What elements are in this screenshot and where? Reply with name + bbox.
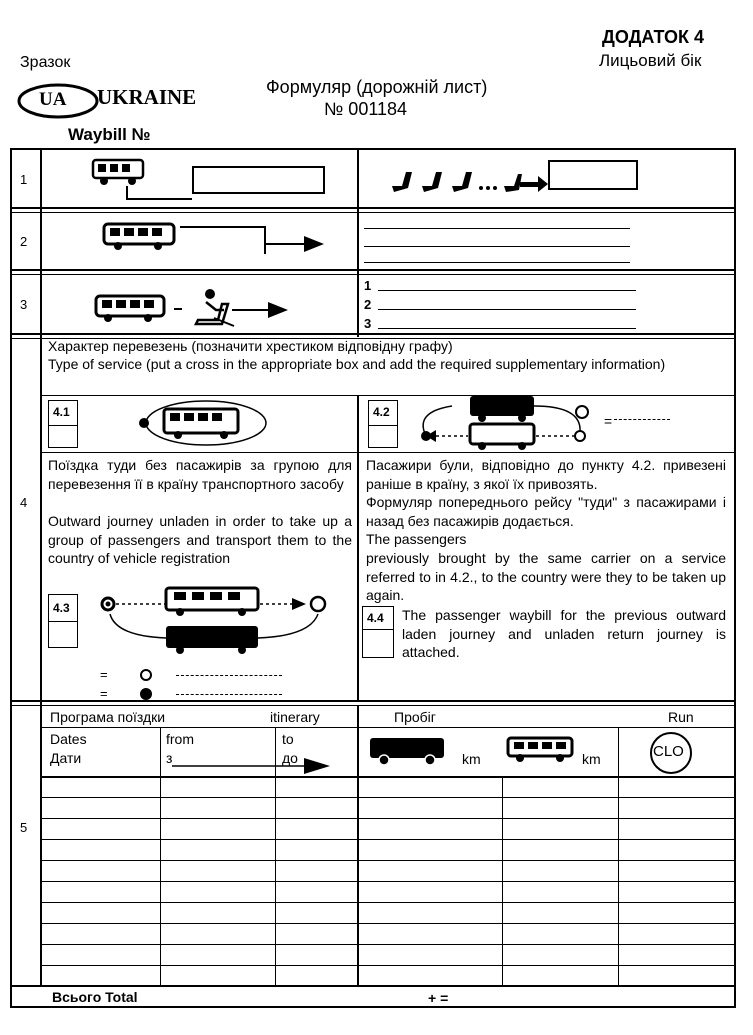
service-type-title-ua: Характер перевезень (позначити хрестиком відповідну графу) <box>48 338 453 354</box>
row3-line[interactable] <box>378 309 636 310</box>
row-separator <box>10 269 736 271</box>
run-label-en: Run <box>668 709 694 725</box>
checkbox-4-4[interactable] <box>362 606 394 658</box>
equals-sign: = <box>100 667 108 682</box>
row2-line[interactable] <box>364 228 630 229</box>
row-separator <box>10 985 736 987</box>
mileage-label-ua: Пробіг <box>394 709 436 725</box>
passengers-brought-ua-2: Формуляр попереднього рейсу "туди" з пасажирами і назад без пасажирів додається. <box>366 494 726 529</box>
outward-unladen-en: Outward journey unladen in order to take up a group of passengers and transport them to the country of vehicle registration <box>48 513 352 566</box>
table-row[interactable] <box>42 965 736 966</box>
dates-label-ua: Дати <box>50 750 82 766</box>
dates-label-en: Dates <box>50 731 87 747</box>
waybill-attached-en: The passenger waybill for the previous outward laden journey and unladen return journey is attached. <box>402 607 726 660</box>
row2-line[interactable] <box>364 262 630 263</box>
bus-unladen-icon <box>506 734 576 764</box>
table-row[interactable] <box>42 839 736 840</box>
outward-unladen-ua: Поїздка туди без пасажирів за групою для перевезення її в країну транспортного засобу <box>48 457 352 492</box>
itinerary-label-en: itinerary <box>270 709 320 725</box>
round-trip-bus-icon <box>134 396 268 450</box>
row3-line-number: 3 <box>364 316 372 331</box>
connector <box>180 226 266 228</box>
dash <box>174 308 182 310</box>
row-separator <box>10 333 736 335</box>
row-number-2: 2 <box>20 234 28 249</box>
middle-divider-top <box>357 148 359 337</box>
table-row[interactable] <box>42 860 736 861</box>
km-label-2: km <box>582 751 601 767</box>
unladen-outward-bus-icon <box>96 584 336 664</box>
table-row[interactable] <box>42 797 736 798</box>
row3-line-number: 2 <box>364 297 372 312</box>
connector <box>126 198 192 200</box>
from-label-en: from <box>166 731 194 747</box>
row1-right-input[interactable] <box>548 160 638 190</box>
middle-divider-row5 <box>357 705 359 985</box>
middle-divider-row4 <box>357 395 359 700</box>
row-separator <box>10 705 736 706</box>
equals-sign: = <box>604 413 613 429</box>
table-row[interactable] <box>42 944 736 945</box>
checkbox-4-1-label: 4.1 <box>53 405 70 419</box>
waybill-label: Waybill № <box>68 125 151 144</box>
logo-ua-text: UA <box>39 89 67 110</box>
face-side-label: Лицьовий бік <box>599 51 702 70</box>
divider <box>42 452 736 453</box>
seats-sequence-icon <box>388 162 548 196</box>
checkbox-4-3-label: 4.3 <box>53 601 70 615</box>
bus-front-icon <box>90 156 150 190</box>
row-number-4: 4 <box>20 495 28 510</box>
arrow-right-icon <box>172 756 332 776</box>
bus-laden-icon <box>368 734 448 766</box>
dashed-line <box>614 419 670 422</box>
passengers-brought-ua-1: Пасажири були, відповідно до пункту 4.2. привезені раніше в країну, з якої їх привозять. <box>366 457 726 492</box>
bus-icon <box>92 292 170 324</box>
service-type-title-en: Type of service (put a cross in the appropriate box and add the required supplementary information) <box>48 356 666 372</box>
equals-sign: = <box>100 686 108 701</box>
row-number-5: 5 <box>20 820 28 835</box>
checkbox-4-2-label: 4.2 <box>373 405 390 419</box>
checkbox-4-4-label: 4.4 <box>367 611 384 625</box>
bus-icon <box>100 220 180 252</box>
km-label-1: km <box>462 751 481 767</box>
row3-line[interactable] <box>378 290 636 291</box>
to-label-en: to <box>282 731 294 747</box>
total-label: Всього Total <box>52 989 138 1005</box>
form-title: Формуляр (дорожній лист) <box>266 77 488 97</box>
total-formula: + = <box>428 990 449 1006</box>
row-separator <box>10 207 736 209</box>
row-number-1: 1 <box>20 172 28 187</box>
grid-col <box>618 727 619 985</box>
clo-label: CLO <box>653 743 684 760</box>
dashed-line <box>176 694 282 697</box>
ua-logo <box>17 82 99 120</box>
arrow-right-icon <box>232 300 288 320</box>
form-number: № 001184 <box>324 99 408 119</box>
annex-label: ДОДАТОК 4 <box>602 27 705 47</box>
filled-circle-icon <box>140 688 152 700</box>
passengers-en-1: The passengers <box>366 531 467 547</box>
row-separator <box>10 212 736 213</box>
passenger-seat-icon <box>188 288 236 328</box>
passengers-en-2: previously brought by the same carrier on a service referred to in 4.2., to the country were they to be taken up again. <box>366 550 726 603</box>
row1-left-input[interactable] <box>192 166 325 194</box>
grid-col <box>275 727 276 985</box>
return-trip-bus-icon <box>412 392 598 452</box>
checkbox-4-1[interactable] <box>48 400 78 448</box>
itinerary-label-ua: Програма поїздки <box>50 709 166 725</box>
row-number-3: 3 <box>20 297 28 312</box>
sample-label: Зразок <box>20 54 71 71</box>
row3-line-number: 1 <box>364 278 372 293</box>
dashed-line <box>176 675 282 678</box>
table-row <box>42 776 736 778</box>
to-label-ua: до <box>282 750 298 766</box>
arrow-right-icon <box>264 234 326 254</box>
empty-circle-icon <box>140 669 152 681</box>
row-separator <box>10 700 736 702</box>
clo-stamp-icon <box>650 732 692 774</box>
table-row[interactable] <box>42 818 736 819</box>
checkbox-4-2[interactable] <box>368 400 398 448</box>
logo-country-text: UKRAINE <box>97 85 197 109</box>
table-row[interactable] <box>42 902 736 903</box>
table-row[interactable] <box>42 923 736 924</box>
table-row[interactable] <box>42 881 736 882</box>
checkbox-4-3[interactable] <box>48 594 78 648</box>
divider <box>42 727 736 728</box>
from-label-ua: з <box>166 750 173 766</box>
row-separator <box>10 274 736 275</box>
grid-col <box>160 727 161 985</box>
row3-line[interactable] <box>378 328 636 329</box>
row2-line[interactable] <box>364 246 630 247</box>
